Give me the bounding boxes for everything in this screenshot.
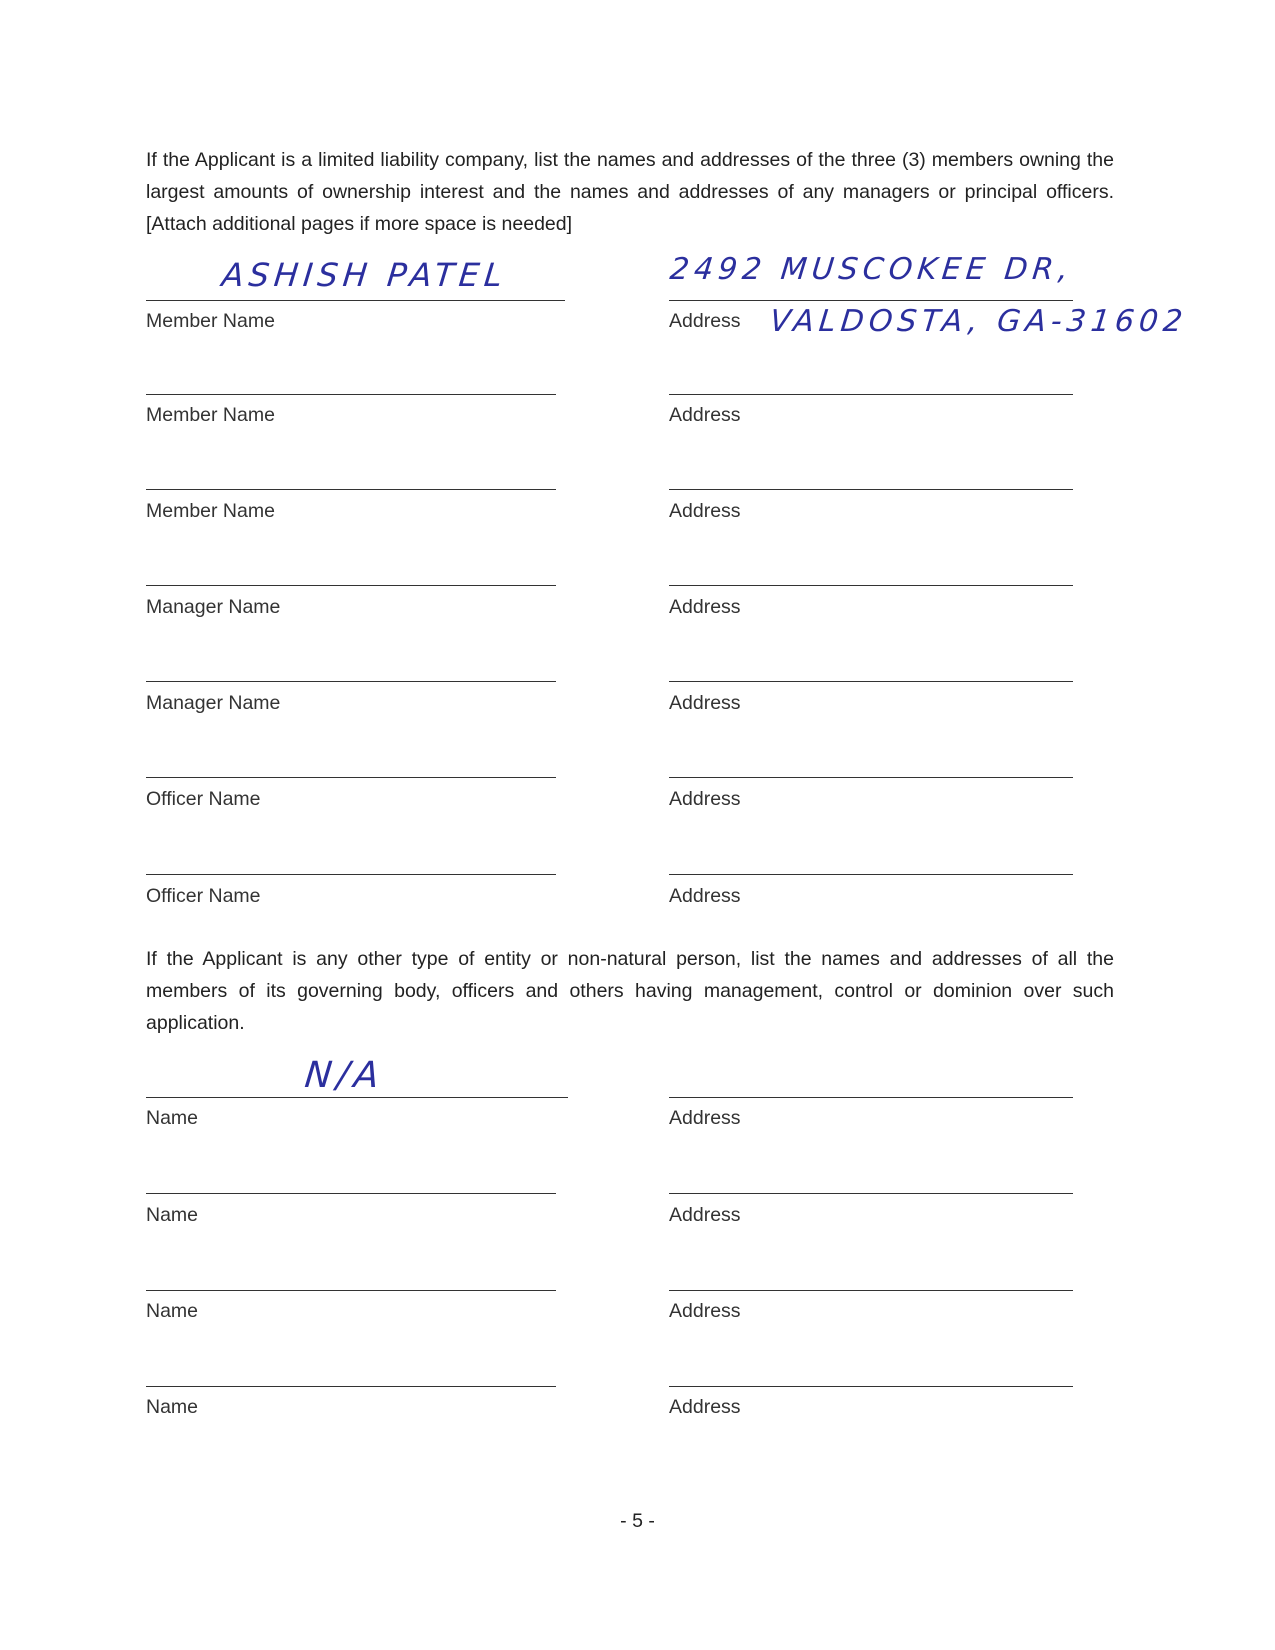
name-label: Manager Name xyxy=(146,692,281,714)
address-line[interactable] xyxy=(669,1290,1073,1291)
name-label: Manager Name xyxy=(146,596,281,618)
address-label: Address xyxy=(669,885,741,907)
name-label: Member Name xyxy=(146,310,275,332)
name-label: Member Name xyxy=(146,404,275,426)
name-line[interactable] xyxy=(146,1386,556,1387)
name-label: Name xyxy=(146,1300,199,1322)
name-line[interactable] xyxy=(146,874,556,875)
address-line[interactable] xyxy=(669,777,1073,778)
address-label: Address xyxy=(669,1107,741,1129)
address-line[interactable] xyxy=(669,1386,1073,1387)
name-handwritten: N/A xyxy=(302,1055,386,1096)
name-label: Name xyxy=(146,1107,199,1129)
address-label: Address xyxy=(669,500,741,522)
address-line[interactable] xyxy=(669,585,1073,586)
address-label: Address xyxy=(669,404,741,426)
name-label: Officer Name xyxy=(146,885,261,907)
page-number: - 5 - xyxy=(620,1510,655,1532)
address-line[interactable] xyxy=(669,1097,1073,1098)
name-line[interactable] xyxy=(146,681,556,682)
member-name-handwritten: ASHISH PATEL xyxy=(220,256,510,294)
name-line[interactable] xyxy=(146,777,556,778)
name-line[interactable] xyxy=(146,394,556,395)
address-label: Address xyxy=(669,596,741,618)
name-label: Member Name xyxy=(146,500,275,522)
address-label: Address xyxy=(669,692,741,714)
address-handwritten-line2: VALDOSTA, GA-31602 xyxy=(768,304,1190,339)
name-line[interactable] xyxy=(146,1193,556,1194)
name-line[interactable] xyxy=(146,1097,568,1098)
llc-instructions: If the Applicant is a limited liability company, list the names and addresses of the three (3) members owning the largest amounts of ownership interest and the names and addresses of any managers or principal officers. [Attach additional pages if more space is needed] xyxy=(146,149,1114,235)
address-label: Address xyxy=(669,788,741,810)
name-label: Name xyxy=(146,1204,199,1226)
address-line[interactable] xyxy=(669,874,1073,875)
name-label: Name xyxy=(146,1396,199,1418)
address-label: Address xyxy=(669,1300,741,1322)
address-label: Address xyxy=(669,1204,741,1226)
address-line[interactable] xyxy=(669,489,1073,490)
name-line[interactable] xyxy=(146,300,565,301)
address-line[interactable] xyxy=(669,1193,1073,1194)
name-line[interactable] xyxy=(146,1290,556,1291)
address-label: Address xyxy=(669,1396,741,1418)
address-line[interactable] xyxy=(669,394,1073,395)
name-line[interactable] xyxy=(146,489,556,490)
name-label: Officer Name xyxy=(146,788,261,810)
other-entity-instructions: If the Applicant is any other type of entity or non-natural person, list the names and addresses of all the members of its governing body, officers and others having management, control or dominion over such application. xyxy=(146,948,1114,1034)
address-handwritten-line1: 2492 MUSCOKEE DR, xyxy=(668,252,1075,287)
address-label: Address xyxy=(669,310,741,332)
address-line[interactable] xyxy=(669,300,1073,301)
name-line[interactable] xyxy=(146,585,556,586)
address-line[interactable] xyxy=(669,681,1073,682)
